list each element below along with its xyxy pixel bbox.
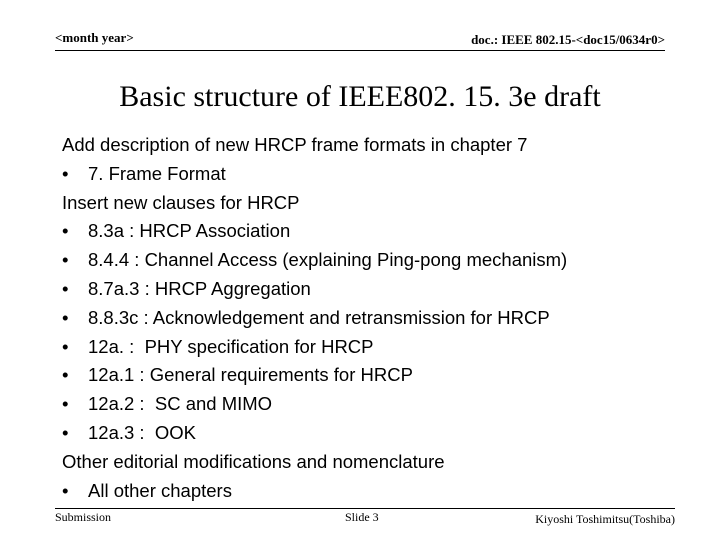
footer-author: Kiyoshi Toshimitsu(Toshiba) xyxy=(535,512,675,526)
body-line xyxy=(62,477,682,506)
bullet-icon: • xyxy=(62,220,69,242)
body-line xyxy=(62,390,682,419)
slide-title: Basic structure of IEEE802. 15. 3e draft xyxy=(119,80,601,113)
body-line-text: 8.3a : HRCP Association xyxy=(88,220,291,242)
body-line-text: 12a. : PHY specification for HRCP xyxy=(88,335,374,357)
body-line xyxy=(62,160,682,189)
body-line xyxy=(62,131,682,160)
header-doc-id: doc.: IEEE 802.15-<doc15/0634r0> xyxy=(471,32,665,47)
body-line-text: Insert new clauses for HRCP xyxy=(62,191,300,213)
bullet-icon: • xyxy=(62,277,69,299)
bullet-icon: • xyxy=(62,335,69,357)
slide-body xyxy=(62,131,682,505)
bullet-icon: • xyxy=(62,479,69,501)
bullet-icon: • xyxy=(62,364,69,386)
body-line xyxy=(62,217,682,246)
body-line xyxy=(62,448,682,477)
body-line xyxy=(62,361,682,390)
body-line-text: 8.8.3c : Acknowledgement and retransmission for HRCP xyxy=(88,306,550,328)
bullet-icon: • xyxy=(62,421,69,443)
bullet-icon: • xyxy=(62,162,69,184)
body-line-text: All other chapters xyxy=(88,479,232,501)
bullet-icon: • xyxy=(62,249,69,271)
body-line-text: 12a.3 : OOK xyxy=(88,421,196,443)
body-line-text: Other editorial modifications and nomenclature xyxy=(62,450,445,472)
body-line xyxy=(62,246,682,275)
body-line-text: Add description of new HRCP frame formats in chapter 7 xyxy=(62,134,528,155)
body-line-text: 8.4.4 : Channel Access (explaining Ping-pong mechanism) xyxy=(88,249,568,271)
bullet-icon: • xyxy=(62,306,69,328)
body-line xyxy=(62,189,682,218)
body-line-text: 12a.1 : General requirements for HRCP xyxy=(88,364,413,386)
body-line xyxy=(62,275,682,304)
footer-slide-number: Slide 3 xyxy=(345,510,379,524)
body-line-text: 8.7a.3 : HRCP Aggregation xyxy=(88,277,311,299)
body-line-text: 12a.2 : SC and MIMO xyxy=(88,393,273,415)
bullet-icon: • xyxy=(62,393,69,415)
footer-submission: Submission xyxy=(55,510,112,524)
body-line xyxy=(62,419,682,448)
body-line-text: 7. Frame Format xyxy=(88,162,226,184)
header-divider xyxy=(55,50,665,51)
header-date: <month year> xyxy=(55,30,134,45)
footer-divider xyxy=(55,508,675,509)
body-line xyxy=(62,333,682,362)
body-line xyxy=(62,304,682,333)
